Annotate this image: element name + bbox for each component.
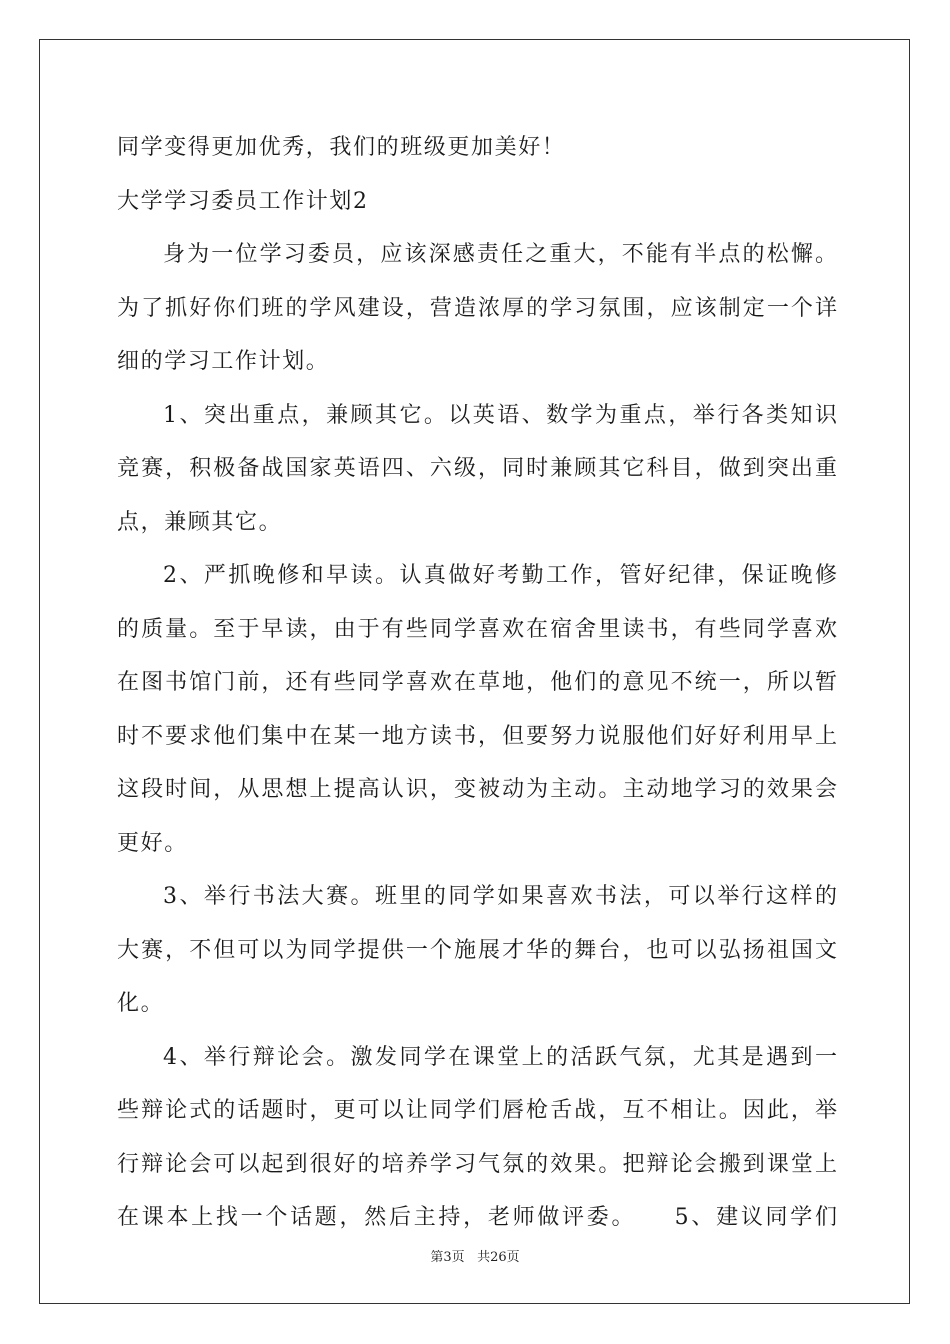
document-body: [117, 128, 837, 1252]
page-total: 共26页: [477, 1250, 520, 1265]
text-line: 细的学习工作计划。: [117, 349, 330, 374]
text-line: 同学变得更加优秀，我们的班级更加美好！: [117, 135, 566, 160]
page-footer: [0, 1246, 950, 1265]
text-line: 3、举行书法大赛。班里的同学如果喜欢书法，可以举行这样的: [163, 884, 837, 909]
text-line: 化。: [117, 991, 165, 1016]
text-line: 在课本上找一个话题，然后主持，老师做评委。 5、建议同学们: [117, 1205, 837, 1230]
text-line: 1、突出重点，兼顾其它。以英语、数学为重点，举行各类知识: [163, 402, 837, 428]
text-line: 为了抓好你们班的学风建设，营造浓厚的学习氛围，应该制定一个详: [117, 295, 837, 321]
text-line: 的质量。至于早读，由于有些同学喜欢在宿舍里读书，有些同学喜欢: [117, 616, 837, 642]
text-line: 在图书馆门前，还有些同学喜欢在草地，他们的意见不统一，所以暂: [117, 670, 837, 695]
text-line: 大赛，不但可以为同学提供一个施展才华的舞台，也可以弘扬祖国文: [117, 937, 837, 963]
text-line: 点，兼顾其它。: [117, 509, 283, 535]
text-line: 4、举行辩论会。激发同学在课堂上的活跃气氛，尤其是遇到一: [163, 1044, 837, 1070]
page-number: 第3页: [430, 1250, 465, 1265]
text-line: 行辩论会可以起到很好的培养学习气氛的效果。把辩论会搬到课堂上: [117, 1151, 837, 1177]
text-line: 身为一位学习委员，应该深感责任之重大，不能有半点的松懈。: [163, 242, 837, 267]
text-line: 竞赛，积极备战国家英语四、六级，同时兼顾其它科目，做到突出重: [117, 456, 837, 481]
text-line: 这段时间，从思想上提高认识，变被动为主动。主动地学习的效果会: [117, 777, 837, 802]
text-line: 时不要求他们集中在某一地方读书，但要努力说服他们好好利用早上: [117, 723, 837, 749]
text-line: 些辩论式的话题时，更可以让同学们唇枪舌战，互不相让。因此，举: [117, 1098, 837, 1123]
text-line: 大学学习委员工作计划2: [117, 188, 369, 214]
text-line: 2、严抓晚修和早读。认真做好考勤工作，管好纪律，保证晚修: [163, 563, 837, 588]
text-line: 更好。: [117, 830, 188, 856]
